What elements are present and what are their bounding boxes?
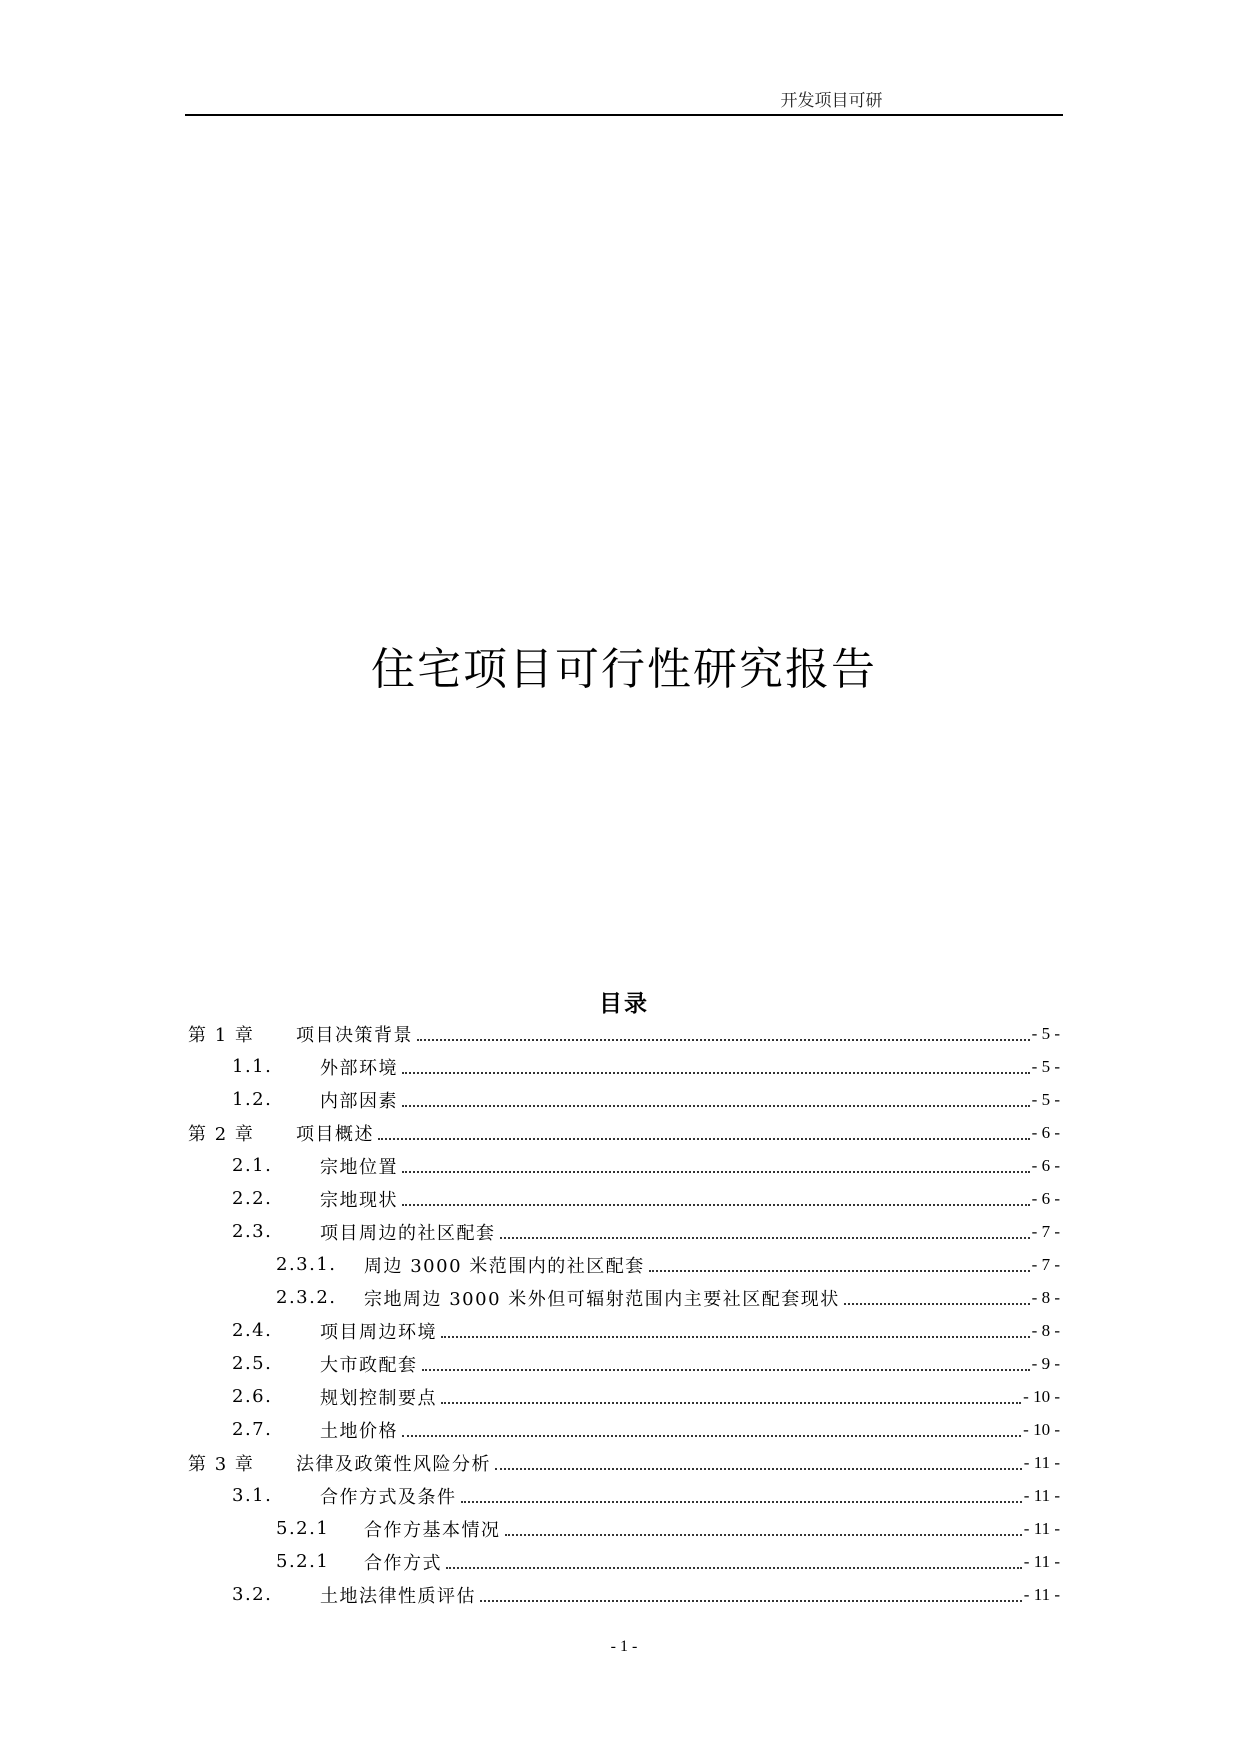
toc-entry-title: 项目周边环境 bbox=[320, 1321, 437, 1343]
toc-dot-leader bbox=[844, 1303, 1030, 1305]
toc-entry-title: 宗地位置 bbox=[320, 1156, 398, 1178]
toc-entry-page: - 11 - bbox=[1023, 1518, 1060, 1538]
toc-entry-number: 第 2 章 bbox=[188, 1123, 255, 1145]
toc-dot-leader bbox=[480, 1600, 1022, 1602]
toc-entry[interactable] bbox=[188, 1479, 1060, 1512]
toc-entry-page: - 11 - bbox=[1023, 1485, 1060, 1505]
toc-entry-number: 3.1. bbox=[232, 1485, 273, 1506]
toc-entry[interactable] bbox=[188, 1215, 1060, 1248]
toc-entry-title: 土地法律性质评估 bbox=[320, 1585, 476, 1607]
toc-entry-page: - 10 - bbox=[1023, 1419, 1060, 1439]
toc-entry[interactable] bbox=[188, 1380, 1060, 1413]
toc-entry[interactable] bbox=[188, 1347, 1060, 1380]
toc-dot-leader bbox=[441, 1402, 1021, 1404]
toc-entry[interactable] bbox=[188, 1314, 1060, 1347]
toc-entry-page: - 7 - bbox=[1031, 1221, 1060, 1241]
toc-entry-page: - 5 - bbox=[1031, 1089, 1060, 1109]
toc-entry-number: 1.1. bbox=[232, 1056, 273, 1077]
toc-entry-number: 1.2. bbox=[232, 1089, 273, 1110]
table-of-contents bbox=[188, 1017, 1060, 1611]
toc-entry[interactable] bbox=[188, 1281, 1060, 1314]
toc-entry-page: - 5 - bbox=[1031, 1056, 1060, 1076]
toc-entry[interactable] bbox=[188, 1083, 1060, 1116]
toc-entry-title: 项目周边的社区配套 bbox=[320, 1222, 496, 1244]
toc-entry[interactable] bbox=[188, 1512, 1060, 1545]
toc-dot-leader bbox=[402, 1435, 1021, 1437]
toc-entry-title: 合作方基本情况 bbox=[364, 1519, 501, 1541]
toc-entry-number: 第 1 章 bbox=[188, 1024, 255, 1046]
toc-entry-page: - 9 - bbox=[1031, 1353, 1060, 1373]
toc-entry[interactable] bbox=[188, 1050, 1060, 1083]
toc-dot-leader bbox=[441, 1336, 1030, 1338]
toc-entry-page: - 7 - bbox=[1031, 1254, 1060, 1274]
toc-entry-page: - 10 - bbox=[1023, 1386, 1060, 1406]
toc-dot-leader bbox=[402, 1204, 1030, 1206]
page-number: - 1 - bbox=[610, 1638, 638, 1655]
running-header: 开发项目可研 bbox=[780, 91, 883, 111]
toc-entry-number: 2.2. bbox=[232, 1188, 273, 1209]
toc-entry-title: 内部因素 bbox=[320, 1090, 398, 1112]
toc-entry-page: - 6 - bbox=[1031, 1122, 1060, 1142]
toc-entry-page: - 5 - bbox=[1031, 1023, 1060, 1043]
toc-dot-leader bbox=[505, 1534, 1022, 1536]
toc-entry-page: - 6 - bbox=[1031, 1188, 1060, 1208]
toc-entry-title: 项目决策背景 bbox=[296, 1024, 413, 1046]
toc-entry[interactable] bbox=[188, 1545, 1060, 1578]
toc-dot-leader bbox=[649, 1270, 1030, 1272]
toc-entry-number: 2.6. bbox=[232, 1386, 273, 1407]
toc-entry-title: 宗地周边 3000 米外但可辐射范围内主要社区配套现状 bbox=[364, 1288, 840, 1310]
toc-entry-number: 2.1. bbox=[232, 1155, 273, 1176]
toc-entry[interactable] bbox=[188, 1017, 1060, 1050]
toc-dot-leader bbox=[446, 1567, 1022, 1569]
toc-dot-leader bbox=[422, 1369, 1030, 1371]
toc-entry[interactable] bbox=[188, 1182, 1060, 1215]
toc-entry-page: - 8 - bbox=[1031, 1287, 1060, 1307]
toc-entry[interactable] bbox=[188, 1446, 1060, 1479]
toc-entry-page: - 8 - bbox=[1031, 1320, 1060, 1340]
toc-entry-number: 第 3 章 bbox=[188, 1453, 255, 1475]
toc-dot-leader bbox=[378, 1138, 1030, 1140]
toc-entry[interactable] bbox=[188, 1116, 1060, 1149]
toc-entry-number: 3.2. bbox=[232, 1584, 273, 1605]
toc-entry[interactable] bbox=[188, 1578, 1060, 1611]
toc-entry-number: 2.7. bbox=[232, 1419, 273, 1440]
toc-dot-leader bbox=[402, 1072, 1030, 1074]
toc-entry-number: 2.3. bbox=[232, 1221, 273, 1242]
toc-entry-title: 合作方式及条件 bbox=[320, 1486, 457, 1508]
toc-dot-leader bbox=[402, 1105, 1030, 1107]
toc-entry-number: 5.2.1 bbox=[276, 1518, 330, 1539]
toc-entry-number: 2.4. bbox=[232, 1320, 273, 1341]
toc-dot-leader bbox=[417, 1039, 1030, 1041]
toc-entry-title: 外部环境 bbox=[320, 1057, 398, 1079]
toc-dot-leader bbox=[461, 1501, 1022, 1503]
toc-entry[interactable] bbox=[188, 1413, 1060, 1446]
header-rule bbox=[185, 114, 1063, 116]
toc-dot-leader bbox=[495, 1468, 1022, 1470]
toc-entry-page: - 11 - bbox=[1023, 1452, 1060, 1472]
toc-entry-title: 项目概述 bbox=[296, 1123, 374, 1145]
toc-entry-number: 2.3.1. bbox=[276, 1254, 337, 1275]
toc-entry-page: - 11 - bbox=[1023, 1584, 1060, 1604]
toc-heading: 目录 bbox=[599, 991, 649, 1017]
toc-entry-title: 合作方式 bbox=[364, 1552, 442, 1574]
toc-entry-title: 土地价格 bbox=[320, 1420, 398, 1442]
document-title: 住宅项目可行性研究报告 bbox=[371, 644, 877, 695]
toc-entry[interactable] bbox=[188, 1248, 1060, 1281]
toc-entry-page: - 11 - bbox=[1023, 1551, 1060, 1571]
toc-dot-leader bbox=[500, 1237, 1030, 1239]
toc-entry-title: 宗地现状 bbox=[320, 1189, 398, 1211]
toc-entry-page: - 6 - bbox=[1031, 1155, 1060, 1175]
toc-entry-title: 法律及政策性风险分析 bbox=[296, 1453, 491, 1475]
toc-entry-number: 5.2.1 bbox=[276, 1551, 330, 1572]
toc-entry-number: 2.3.2. bbox=[276, 1287, 337, 1308]
toc-entry-title: 周边 3000 米范围内的社区配套 bbox=[364, 1255, 645, 1277]
toc-entry-title: 大市政配套 bbox=[320, 1354, 418, 1376]
toc-entry[interactable] bbox=[188, 1149, 1060, 1182]
toc-entry-number: 2.5. bbox=[232, 1353, 273, 1374]
toc-entry-title: 规划控制要点 bbox=[320, 1387, 437, 1409]
toc-dot-leader bbox=[402, 1171, 1030, 1173]
